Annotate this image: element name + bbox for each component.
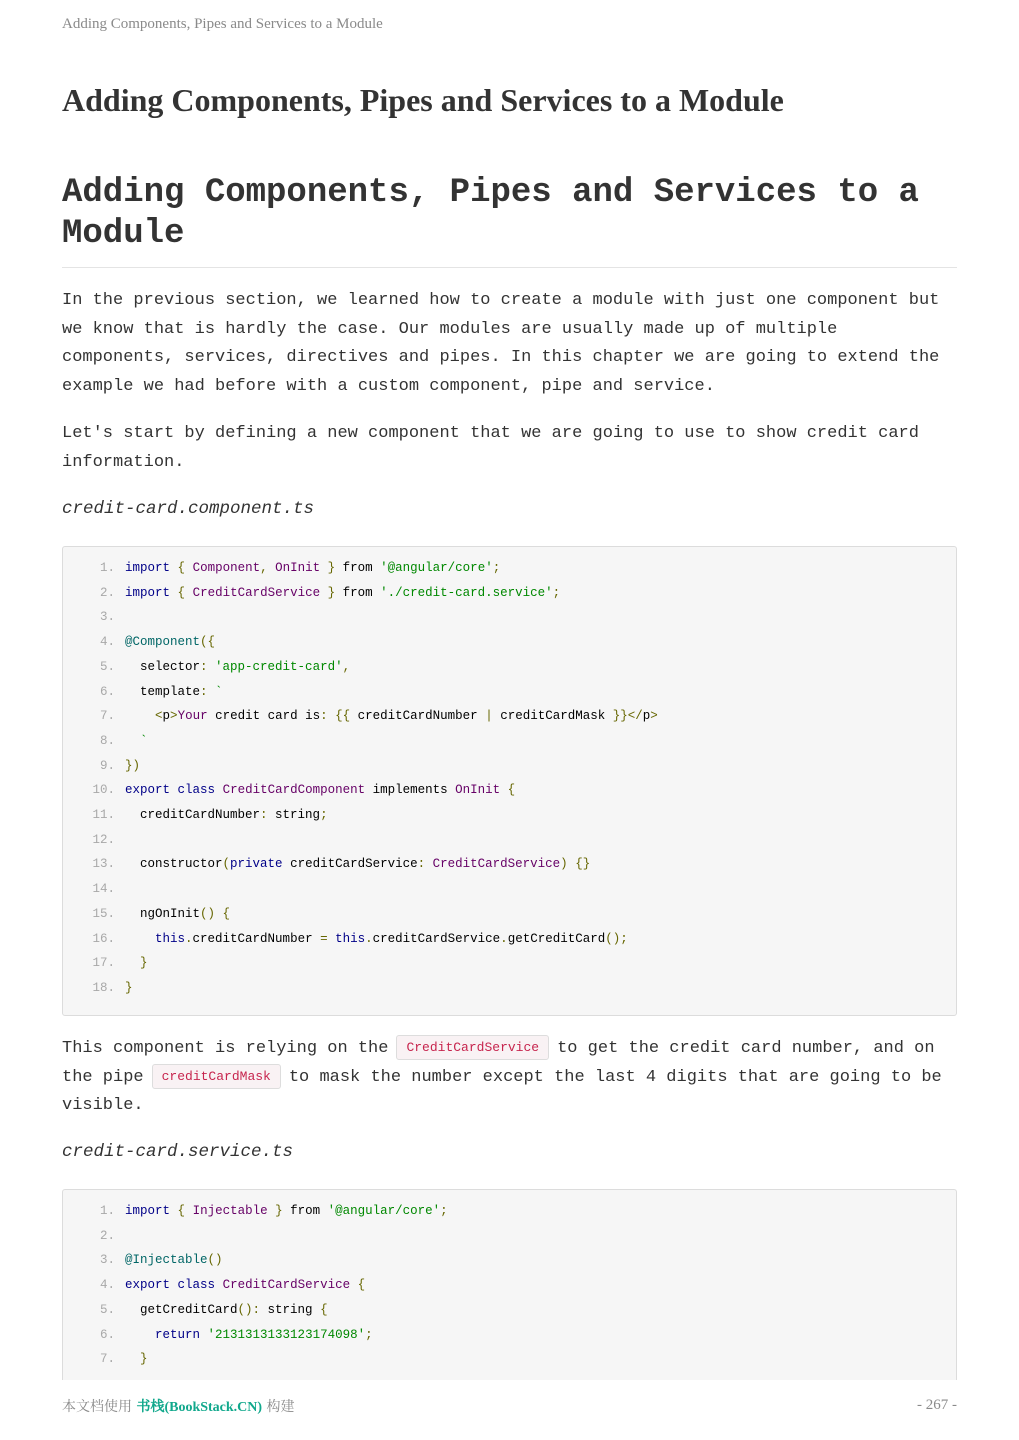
line-content: import { CreditCardService } from './credit-card.service'; bbox=[125, 585, 561, 600]
line-number: 1. bbox=[99, 561, 115, 575]
line-number: 11. bbox=[92, 808, 115, 822]
line-number: 9. bbox=[99, 758, 115, 773]
line-content: } bbox=[140, 1352, 148, 1367]
line-number: 16. bbox=[92, 931, 115, 946]
line-content: }) bbox=[125, 758, 141, 773]
line-content: <p>Your credit card is: {{ creditCardNumber | creditCardMask }}</p> bbox=[155, 709, 658, 724]
line-number: 6. bbox=[99, 1327, 115, 1342]
line-content: export class CreditCardService { bbox=[125, 1278, 366, 1293]
line-number: 7. bbox=[99, 709, 115, 724]
line-number: 4. bbox=[99, 635, 115, 650]
running-header: Adding Components, Pipes and Services to a Module bbox=[62, 16, 383, 32]
line-number: 12. bbox=[92, 832, 115, 847]
line-content: creditCardNumber: string; bbox=[125, 808, 328, 822]
component-file-label: credit-card.component.ts bbox=[62, 499, 315, 519]
page-number: - 267 - bbox=[917, 1397, 957, 1413]
footer-credit bbox=[62, 1396, 295, 1416]
line-number: 4. bbox=[99, 1278, 115, 1293]
line-content: template: ` bbox=[125, 684, 223, 699]
line-number: 17. bbox=[92, 956, 115, 971]
line-number: 6. bbox=[99, 684, 115, 699]
line-content: return '2131313133123174098'; bbox=[155, 1327, 373, 1342]
relying-text-3: to mask the number except the last 4 digits that are going to be visible. bbox=[62, 1067, 942, 1115]
line-content: this.creditCardNumber = this.creditCardService.getCreditCard(); bbox=[155, 931, 628, 946]
line-content: @Component({ bbox=[125, 635, 216, 650]
line-content: export class CreditCardComponent implements OnInit { bbox=[125, 783, 516, 798]
line-content: constructor(private creditCardService: CreditCardService) {} bbox=[125, 857, 591, 872]
line-content: getCreditCard(): string { bbox=[125, 1302, 328, 1317]
line-content: selector: 'app-credit-card', bbox=[125, 659, 351, 674]
line-number: 14. bbox=[92, 882, 115, 897]
line-content: @Injectable() bbox=[125, 1253, 223, 1268]
relying-text-1: This component is relying on the bbox=[62, 1039, 389, 1058]
footer-prefix: 本文档使用 bbox=[62, 1399, 137, 1415]
footer-suffix: 构建 bbox=[262, 1399, 295, 1415]
section-heading: Adding Components, Pipes and Services to a Module bbox=[62, 173, 957, 268]
line-content: ngOnInit() { bbox=[125, 906, 231, 921]
service-code-block bbox=[62, 1189, 957, 1380]
relying-paragraph bbox=[62, 1035, 957, 1121]
line-number: 5. bbox=[99, 1302, 115, 1317]
inline-code-credit-card-service: CreditCardService bbox=[396, 1035, 549, 1060]
line-number: 3. bbox=[99, 610, 115, 625]
line-content: import { Injectable } from '@angular/core'; bbox=[125, 1204, 448, 1218]
line-number: 2. bbox=[99, 585, 115, 600]
line-content: ` bbox=[140, 733, 148, 748]
line-number: 3. bbox=[99, 1253, 115, 1268]
line-number: 10. bbox=[92, 783, 115, 798]
line-number: 5. bbox=[99, 659, 115, 674]
relying-text-2: to get the credit card number, and on the pipe bbox=[62, 1039, 935, 1087]
line-number: 18. bbox=[92, 980, 115, 995]
line-number: 15. bbox=[92, 906, 115, 921]
component-code-block bbox=[62, 546, 957, 1016]
line-content: import { Component, OnInit } from '@angular/core'; bbox=[125, 561, 501, 575]
line-number: 8. bbox=[99, 733, 115, 748]
line-number: 2. bbox=[99, 1228, 115, 1243]
service-file-label: credit-card.service.ts bbox=[62, 1142, 294, 1162]
intro-paragraph: In the previous section, we learned how to create a module with just one component but we know that is hardly the case. Our modules are usually made up of multiple components, services, directives and pipes. In this chapter we are going to extend the example we had before with a custom component, pipe and service. bbox=[62, 291, 940, 396]
inline-code-credit-card-mask: creditCardMask bbox=[152, 1064, 281, 1089]
line-number: 7. bbox=[99, 1352, 115, 1367]
line-number: 1. bbox=[99, 1204, 115, 1218]
line-content: } bbox=[125, 980, 133, 995]
document-title: Adding Components, Pipes and Services to a Module bbox=[62, 82, 784, 118]
footer-brand-link[interactable]: 书栈(BookStack.CN) bbox=[136, 1400, 263, 1415]
start-paragraph: Let's start by defining a new component that we are going to use to show credit card information. bbox=[62, 424, 919, 472]
line-number: 13. bbox=[92, 857, 115, 872]
line-content: } bbox=[140, 956, 148, 971]
